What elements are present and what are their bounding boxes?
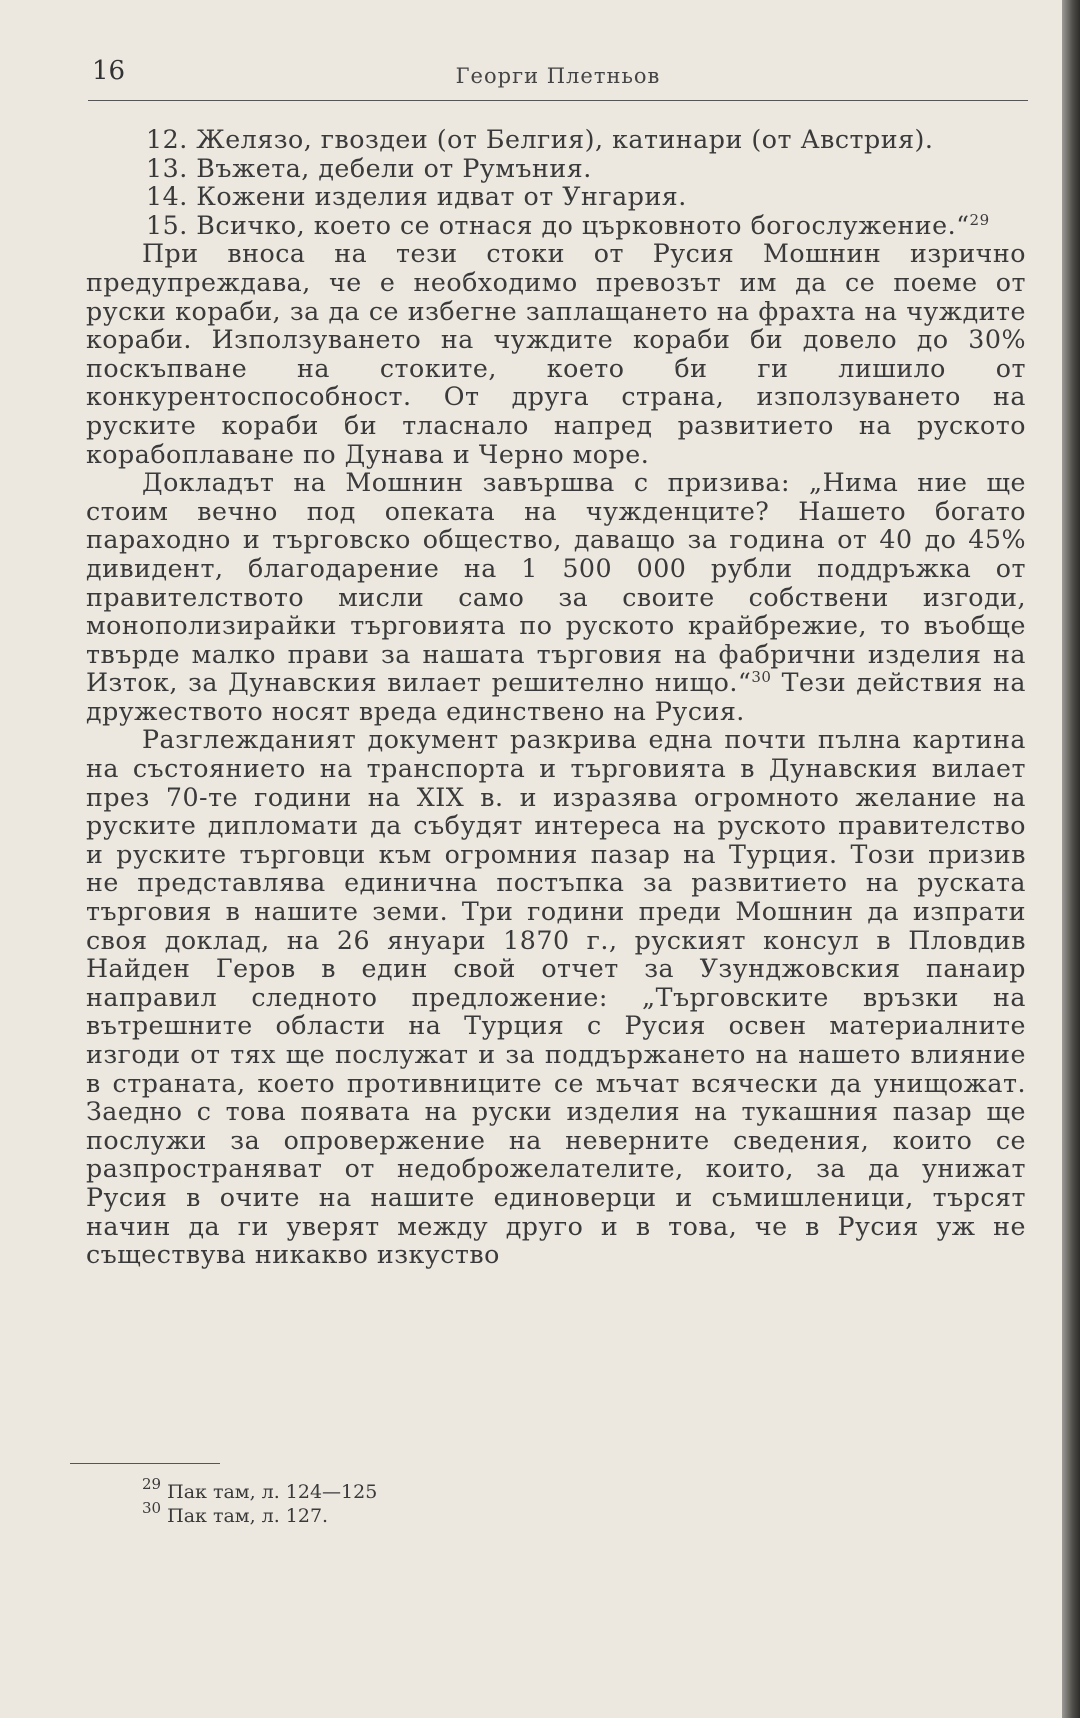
paragraph-2 bbox=[86, 469, 1026, 726]
paragraph-1: При вноса на тези стоки от Русия Мошнин изрично предупреждава, че е необходимо превозът им да се поеме от руски кораби, за да се избегне заплащането на фрахта на чуждите кораби. Използуването на чуждите кораби би довело до 30% поскъпване на стоките, което би ги лишило от конкурентоспособност. От друга страна, използуването на руските кораби би тласнало напред развитието на руското корабоплаване по Дунава и Черно море. bbox=[86, 239, 1026, 469]
footnote-text-29: Пак там, л. 124—125 bbox=[161, 1481, 378, 1503]
list-item-14: 14. Кожени изделия идват от Унгария. bbox=[146, 182, 687, 212]
footnote-mark-30: 30 bbox=[142, 1499, 162, 1517]
footnote-ref-29: 29 bbox=[969, 210, 990, 229]
list-item-13: 13. Въжета, дебели от Румъния. bbox=[146, 153, 592, 183]
page-header bbox=[88, 56, 1028, 101]
page-number: 16 bbox=[92, 56, 126, 86]
paragraph-3: Разглежданият документ разкрива една почти пълна картина на състоянието на транспорта и търговията в Дунавския вилает през 70-те години на XIX в. и изразява огромното желание на руските дипломати да събудят интереса на руското правителство и руските търговци към огромния пазар на Турция. Този призив не представлява единична постъпка за развитието на руската търговия в нашите земи. Три години преди Мошнин да изпрати своя доклад, на 26 януари 1870 г., руският консул в Пловдив Найден Геров в един свой отчет за Узунджовския панаир направил следното предложение: „Търговските връзки на вътрешните области на Турция с Русия освен материалните изгоди от тях ще послужат и за поддържането на нашето влияние в страната, което противниците се мъчат всячески да унищожат. Заедно с това появата на руски изделия на тукашния пазар ще послужи за опровержение на неверните сведения, които се разпространяват от недоброжелателите, които, за да унижат Русия в очите на нашите единоверци и съмишленици, търсят начин да ги уверят между друго и в това, че в Русия уж не съществува никакво изкуство bbox=[86, 725, 1026, 1270]
list-item-15-text: 15. Всичко, което се отнася до църковното богослужение.“ bbox=[146, 210, 970, 240]
footnote-ref-30: 30 bbox=[751, 668, 772, 687]
list-item-12: 12. Желязо, гвоздеи (от Белгия), катинари (от Австрия). bbox=[146, 125, 934, 154]
footnote-text-30: Пак там, л. 127. bbox=[161, 1505, 329, 1527]
book-spine-shadow bbox=[1062, 0, 1080, 1718]
footnote-30 bbox=[142, 1499, 842, 1528]
paragraph-2-quote: Докладът на Мошнин завършва с призива: „Нима ние ще стоим вечно под опеката на чужденците? Нашето богато параходно и търговско общество, даващо за година от 40 до 45% дивидент, благодарение на 1 500 000 рубли поддръжка от правителството мисли само за своите собствени изгоди, монополизирайки търговията по руското крайбрежие, то въобще твърде малко прави за нашата търговия на фабрични изделия на Изток, за Дунавския вилает решително нищо.“ bbox=[86, 468, 1026, 698]
footnote-mark-29: 29 bbox=[142, 1475, 162, 1493]
paragraph-2-conclusion: Тези действия на дружеството носят вреда единствено на Русия. bbox=[86, 668, 1026, 726]
footnote-divider bbox=[70, 1463, 220, 1464]
body-text bbox=[86, 126, 1026, 1270]
footnotes bbox=[142, 1475, 842, 1528]
footnote-29 bbox=[142, 1475, 842, 1504]
list-item-15 bbox=[86, 212, 1026, 241]
running-title: Георги Плетньов bbox=[455, 64, 661, 88]
